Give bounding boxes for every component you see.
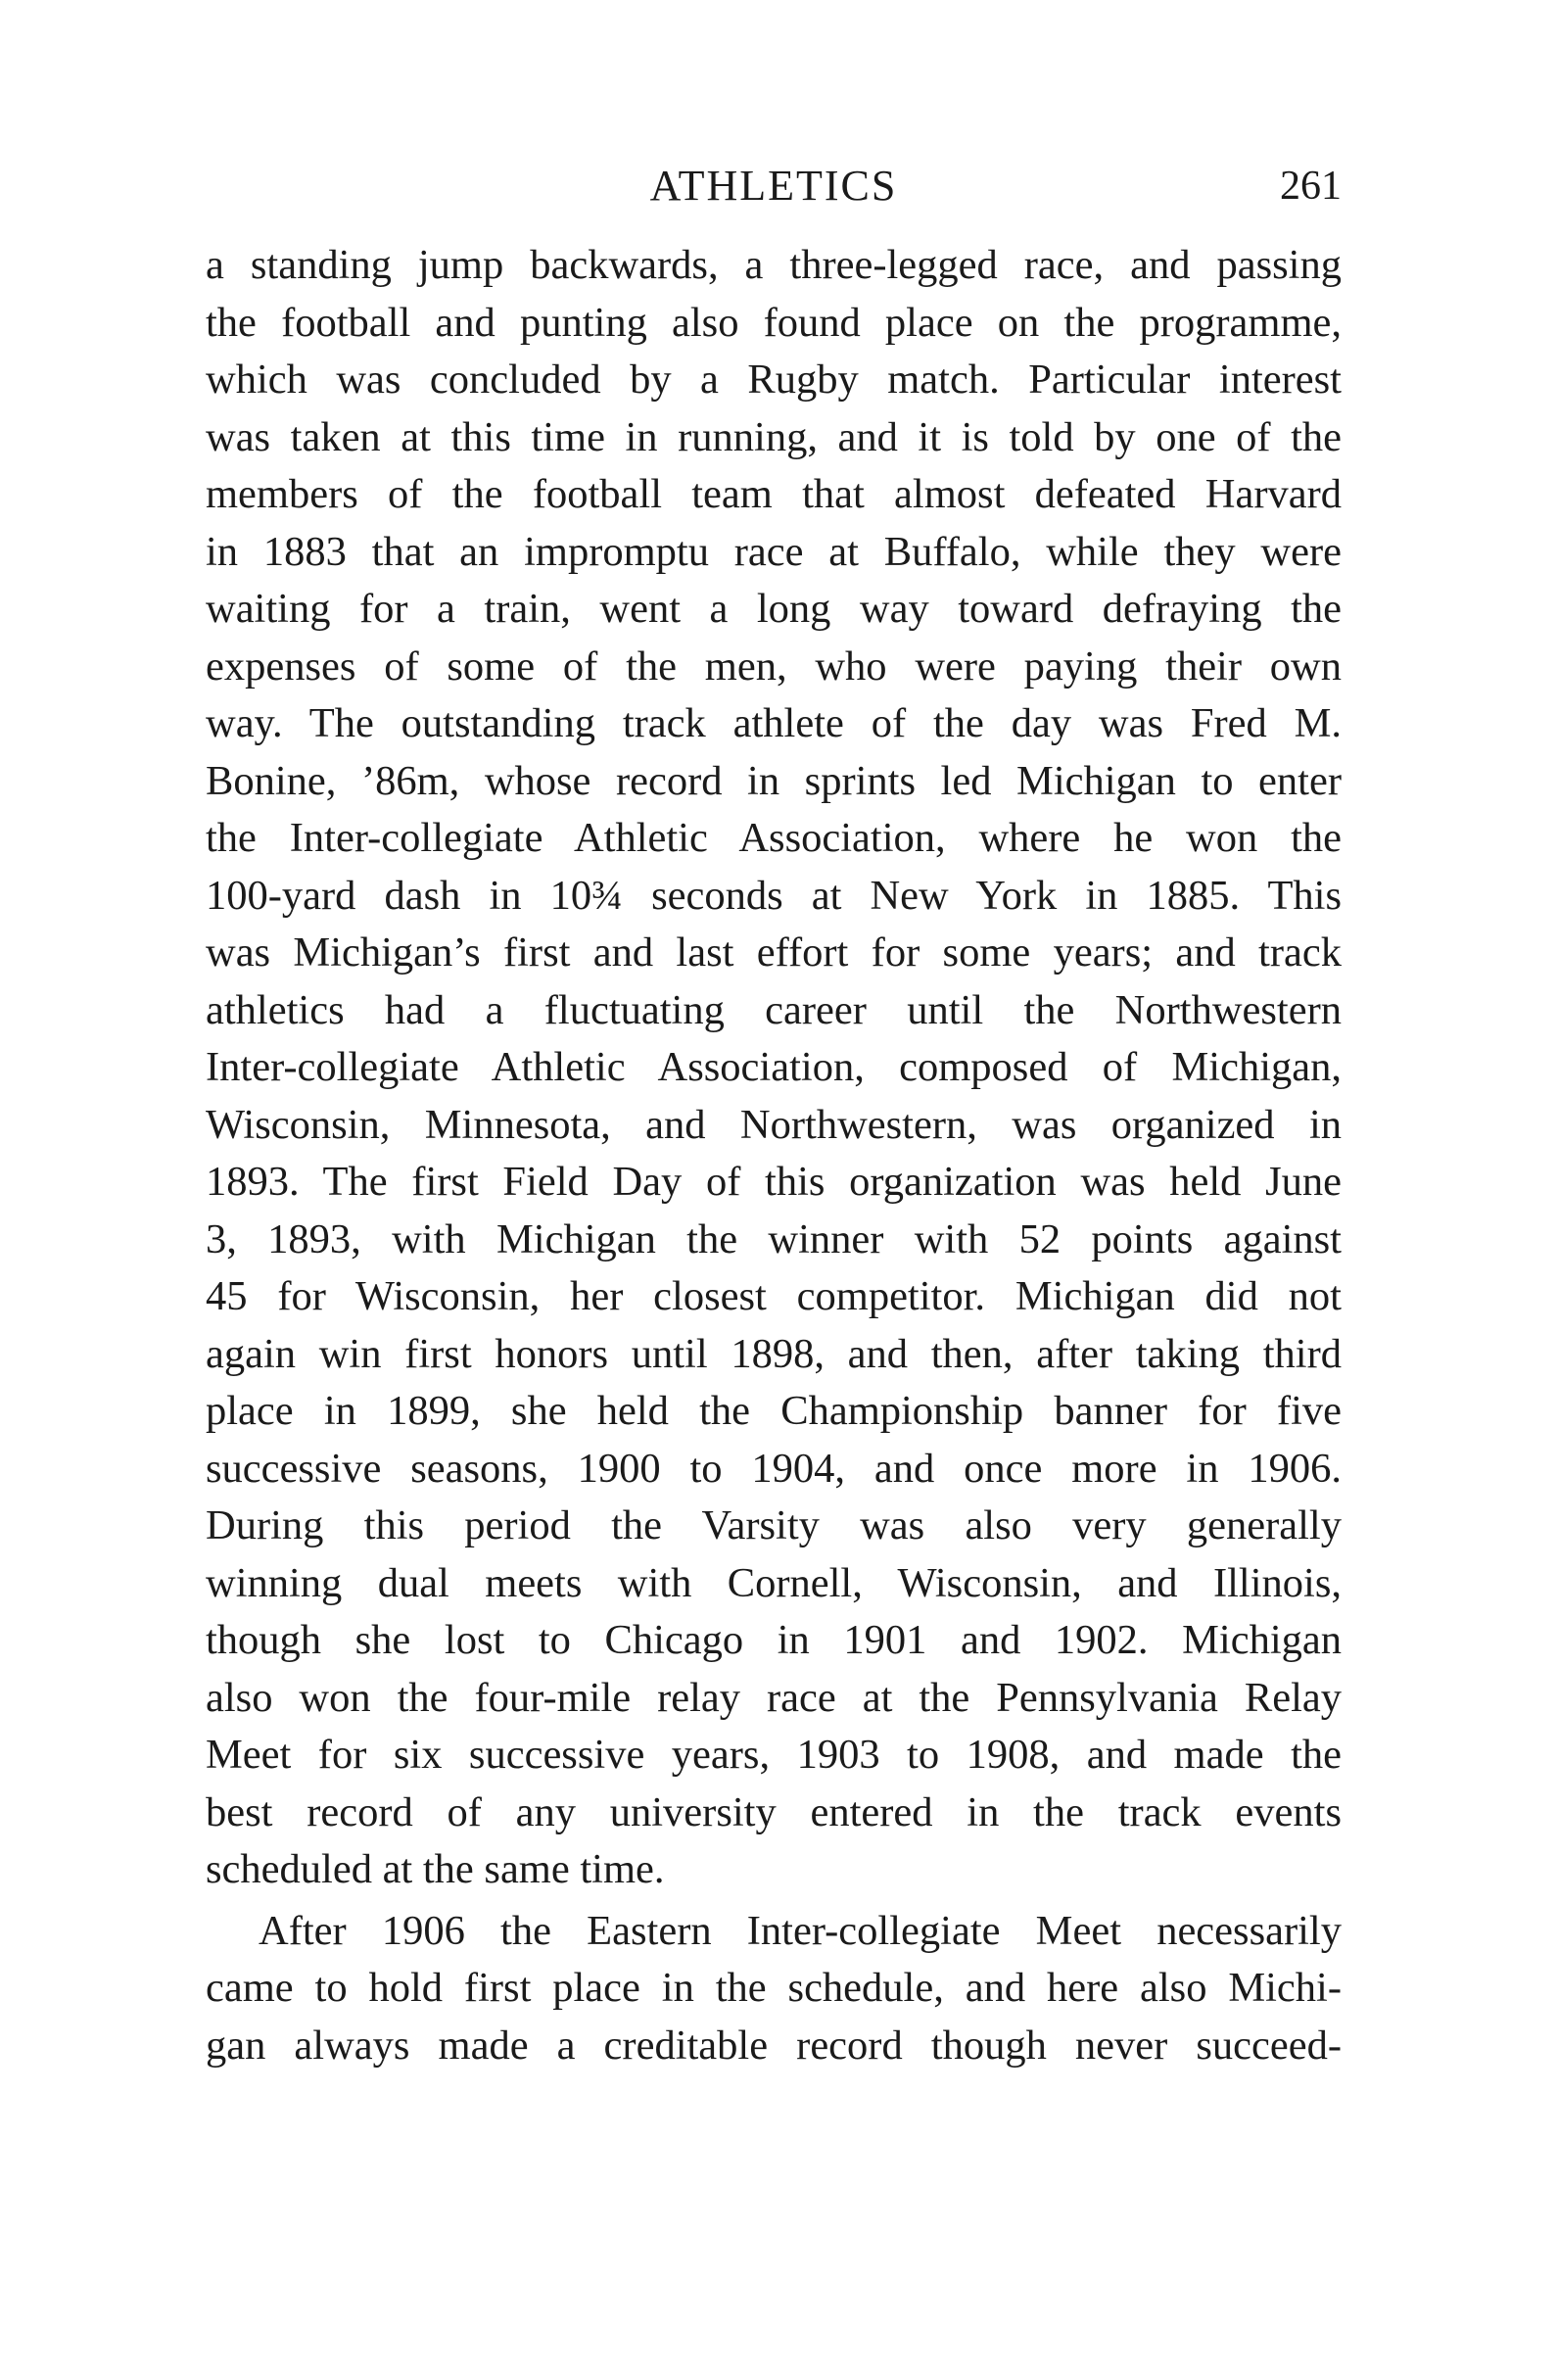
text-line: 1893. The first Field Day of this organization was held June (206, 1159, 1342, 1205)
text-line: though she lost to Chicago in 1901 and 1902. Michigan (206, 1617, 1342, 1663)
text-line: waiting for a train, went a long way toward defraying the (206, 586, 1342, 632)
paragraph (206, 1903, 1342, 2075)
text-line: Inter-collegiate Athletic Association, composed of Michigan, (206, 1044, 1342, 1090)
text-line: After 1906 the Eastern Inter-collegiate Meet necessarily (259, 1907, 1342, 1954)
text-line: a standing jump backwards, a three-legged race, and passing (206, 242, 1342, 288)
text-line: scheduled at the same time. (206, 1846, 665, 1892)
body-text (206, 237, 1342, 2074)
text-line: athletics had a fluctuating career until the Northwestern (206, 986, 1342, 1033)
page-number: 261 (1280, 164, 1342, 209)
text-line: which was concluded by a Rugby match. Particular interest (206, 357, 1342, 403)
text-line: again win first honors until 1898, and then, after taking third (206, 1330, 1342, 1377)
text-line: Bonine, ’86m, whose record in sprints led Michigan to enter (206, 757, 1342, 804)
text-line: expenses of some of the men, who were paying their own (206, 643, 1342, 690)
text-line: Meet for six successive years, 1903 to 1908, and made the (206, 1732, 1342, 1778)
text-line: way. The outstanding track athlete of the day was Fred M. (206, 700, 1342, 746)
text-line: 45 for Wisconsin, her closest competitor. Michigan did not (206, 1273, 1342, 1319)
text-line: winning dual meets with Cornell, Wisconsin, and Illinois, (206, 1559, 1342, 1606)
paragraph (206, 237, 1342, 1899)
text-line: During this period the Varsity was also very generally (206, 1502, 1342, 1548)
text-line: best record of any university entered in the track events (206, 1788, 1342, 1835)
text-line: also won the four-mile relay race at the Pennsylvania Relay (206, 1674, 1342, 1721)
text-line: successive seasons, 1900 to 1904, and once more in 1906. (206, 1445, 1342, 1492)
text-line: 3, 1893, with Michigan the winner with 52 points against (206, 1215, 1342, 1262)
text-line: members of the football team that almost defeated Harvard (206, 471, 1342, 517)
text-line: Wisconsin, Minnesota, and Northwestern, was organized in (206, 1101, 1342, 1148)
text-line: gan always made a creditable record though never succeed- (206, 2022, 1342, 2069)
text-line: 100-yard dash in 10¾ seconds at New York in 1885. This (206, 872, 1342, 919)
text-line: in 1883 that an impromptu race at Buffalo, while they were (206, 528, 1342, 575)
text-line: the Inter-collegiate Athletic Association, where he won the (206, 815, 1342, 861)
text-line: was taken at this time in running, and it is told by one of the (206, 413, 1342, 460)
text-line: came to hold first place in the schedule, and here also Michi- (206, 1965, 1342, 2011)
text-line: the football and punting also found place on the programme, (206, 299, 1342, 346)
running-title: ATHLETICS (649, 162, 898, 210)
text-line: place in 1899, she held the Championship banner for five (206, 1388, 1342, 1434)
text-line: was Michigan’s first and last effort for some years; and track (206, 929, 1342, 976)
running-head (206, 157, 1342, 215)
